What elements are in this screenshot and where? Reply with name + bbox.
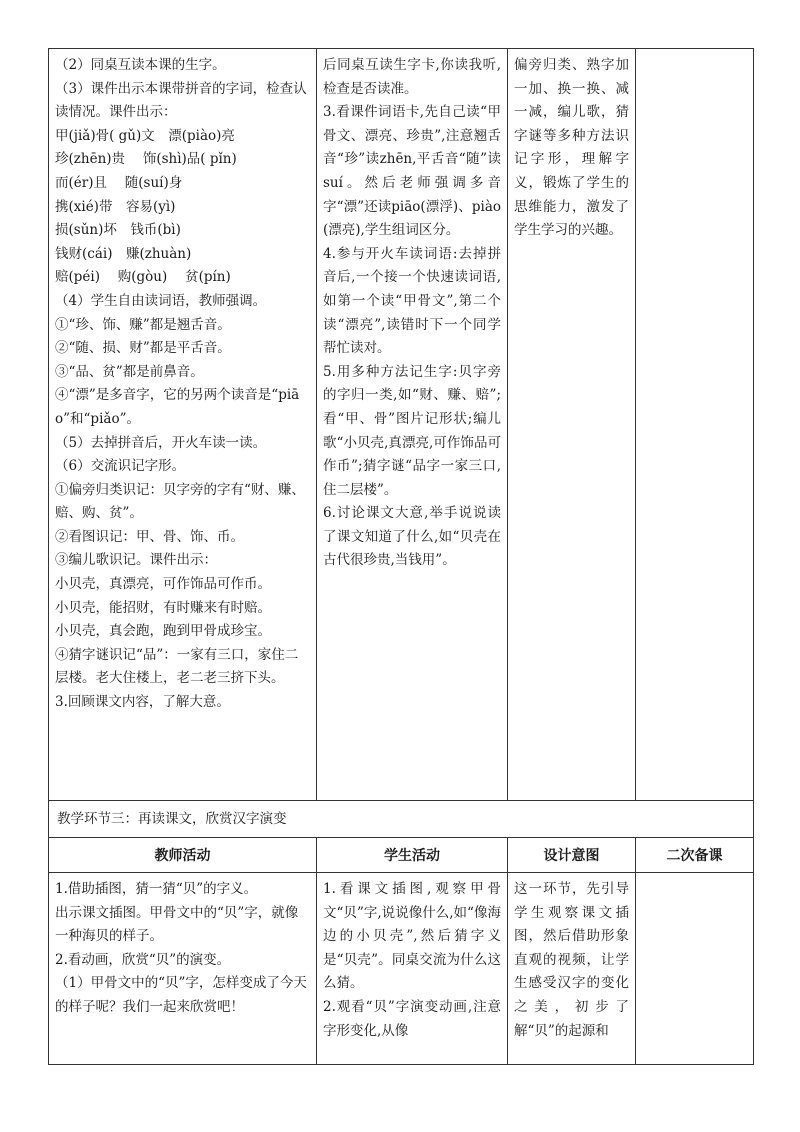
text-line: ②“随、损、财”都是平舌音。 [55, 340, 231, 357]
header-second-prep: 二次备课 [636, 838, 754, 873]
design-intent-cell-1 [508, 49, 636, 801]
text-line: 小贝壳，能招财，有时赚来有时赔。 [55, 599, 271, 616]
text-line: （6）交流识记字形。 [55, 458, 186, 475]
student-activity-cell-1 [317, 49, 508, 801]
text-line: 2.看动画，欣赏“贝”的演变。 [55, 951, 231, 968]
text-line: 1.看课文插图,观察甲骨文“贝”字,说说像什么,如“像海边的小贝壳”,然后猜字义是“贝壳”。同桌交流为什么这么猜。 [323, 881, 501, 992]
text-line: ①偏旁归类识记：贝字旁的字有“财、赚、赔、购、贫”。 [55, 481, 305, 522]
second-prep-cell-2 [636, 873, 754, 1065]
header-student-activity: 学生活动 [317, 838, 508, 873]
teacher-activity-text [49, 49, 316, 721]
student-activity-text [317, 873, 507, 1049]
design-intent-text: 这一环节，先引导学生观察课文插图，然后借助形象直观的视频，让学生感受汉字的变化之美，初步了解“贝”的起源和 [514, 881, 629, 1039]
student-activity-text [317, 49, 507, 579]
section-title: 教学环节三：再读课文，欣赏汉字演变 [49, 801, 754, 838]
text-line: ③“品、贫”都是前鼻音。 [55, 363, 204, 380]
lesson-plan-page [48, 48, 753, 1065]
header-teacher-activity: 教师活动 [49, 838, 317, 873]
text-line: 甲(jiǎ)骨( gǔ)文 漂(piào)亮 [55, 127, 235, 144]
second-prep-text [636, 49, 753, 60]
text-line: 珍(zhēn)贵 饰(shì)品( pǐn) [55, 151, 237, 168]
activity-row-2 [49, 873, 754, 1065]
text-line: 3.看课件词语卡,先自己读“甲骨文、漂亮、珍贵”,注意翘舌音“珍”读zhēn,平舌音“随”读suí。然后老师强调多音字“漂”还读piāo(漂浮)、piào(漂亮),学生组词区分。 [323, 104, 501, 239]
text-line: 3.回顾课文内容，了解大意。 [55, 694, 230, 711]
second-prep-cell-1 [636, 49, 754, 801]
text-line: 4.参与开火车读词语:去掉拼音后,一个接一个快速读词语,如第一个读“甲骨文”,第二个读“漂亮”,读错时下一个同学帮忙读对。 [323, 245, 501, 357]
text-line: （4）学生自由读词语，教师强调。 [55, 292, 267, 309]
text-line: （2）同桌互读本课的生字。 [55, 57, 226, 73]
text-line: ③编儿歌识记。课件出示： [55, 552, 217, 569]
second-prep-text [636, 873, 753, 884]
text-line: 钱财(cái) 赚(zhuàn) [55, 245, 192, 262]
text-line: ①“珍、饰、赚”都是翘舌音。 [55, 316, 231, 333]
text-line: 出示课文插图。甲骨文中的“贝”字，就像一种海贝的样子。 [55, 904, 299, 945]
student-activity-cell-2 [317, 873, 508, 1065]
header-design-intent: 设计意图 [508, 838, 636, 873]
text-line: （1）甲骨文中的“贝”字，怎样变成了今天的样子呢？我们一起来欣赏吧！ [55, 975, 307, 1015]
text-line: 赔(péi) 购(gòu) 贫(pín) [55, 269, 231, 286]
text-line: 后同桌互读生字卡,你读我听,检查是否读准。 [323, 57, 501, 97]
teacher-activity-text [49, 873, 316, 1026]
activity-row-1 [49, 49, 754, 801]
text-line: ④“漂”是多音字，它的另两个读音是“piāo”和“piǎo”。 [55, 387, 300, 427]
teacher-activity-cell-1 [49, 49, 317, 801]
text-line: 2.观看“贝”字演变动画,注意字形变化,从像 [323, 998, 501, 1039]
text-line: （5）去掉拼音后，开火车读一读。 [55, 434, 267, 451]
text-line: ④猜字谜识记“品”：一家有三口，家住二层楼。老大住楼上，老二老三挤下头。 [55, 646, 299, 687]
text-line: 5.用多种方法记生字:贝字旁的字归一类,如“财、赚、赔”;看“甲、骨”图片记形状;编儿歌“小贝壳,真漂亮,可作饰品可作币”;猜字谜“品字一家三口,住二层楼”。 [323, 363, 501, 498]
text-line: 6.讨论课文大意,举手说说读了课文知道了什么,如“贝壳在古代很珍贵,当钱用”。 [323, 505, 501, 569]
text-line: 1.借助插图，猜一猜“贝”的字义。 [55, 881, 258, 897]
design-intent-text: 偏旁归类、熟字加一加、换一换、减一减，编儿歌，猜字谜等多种方法识记字形，理解字义，锻炼了学生的思维能力，激发了学生学习的兴趣。 [514, 57, 629, 239]
text-line: ②看图识记：甲、骨、饰、币。 [55, 528, 244, 545]
design-intent-cell-2 [508, 873, 636, 1065]
section-row [49, 801, 754, 838]
lesson-plan-table [48, 48, 754, 1065]
header-row [49, 838, 754, 873]
text-line: 小贝壳，真会跑，跑到甲骨成珍宝。 [55, 623, 271, 640]
text-line: 而(ér)且 随(suí)身 [55, 174, 183, 191]
text-line: （3）课件出示本课带拼音的字词，检查认读情况。课件出示： [55, 80, 307, 121]
text-line: 携(xié)带 容易(yì) [55, 198, 176, 215]
teacher-activity-cell-2 [49, 873, 317, 1065]
text-line: 小贝壳，真漂亮，可作饰品可作币。 [55, 576, 271, 593]
text-line: 损(sǔn)坏 钱币(bì) [55, 222, 181, 239]
